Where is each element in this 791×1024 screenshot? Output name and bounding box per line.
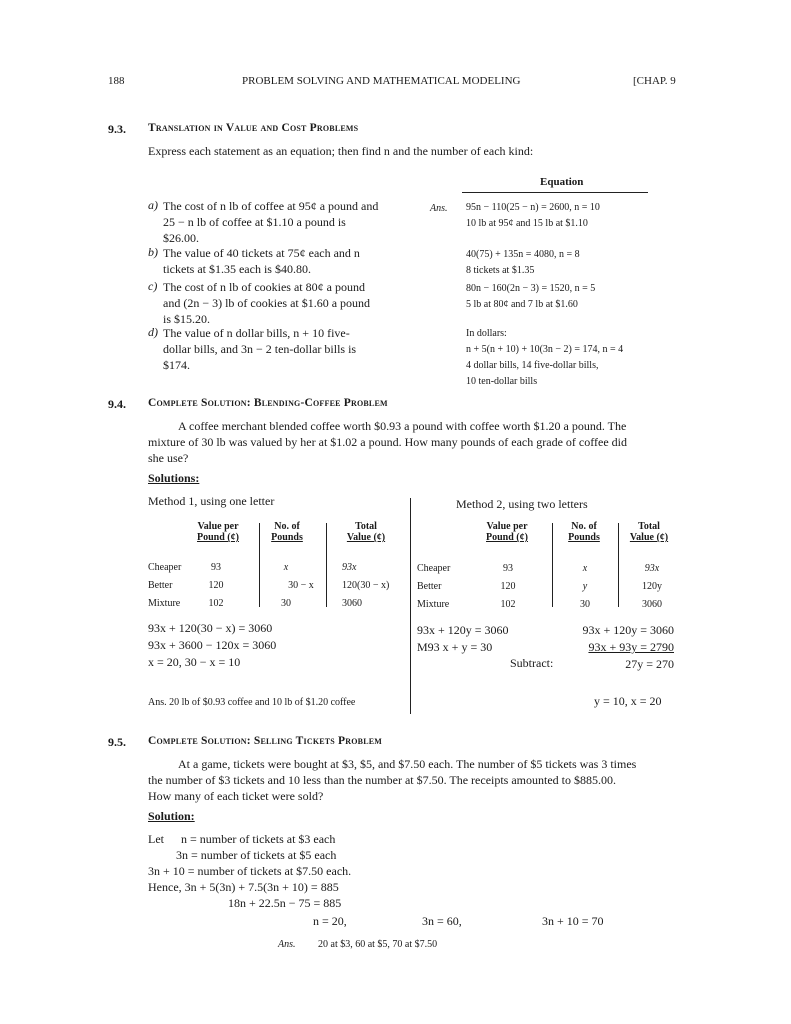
problem-text: A coffee merchant blended coffee worth $0.93 a pound with coffee worth $1.20 a pound. The mixture of 30 lb was valued by her at $1.02 a pound. How many pounds of each grade of coffee did she use? xyxy=(148,419,627,465)
table-rule xyxy=(618,523,619,607)
solution-line: 18n + 22.5n − 75 = 885 xyxy=(228,896,342,910)
table-cell: Mixture xyxy=(417,599,450,610)
table-header: Total Value (¢) xyxy=(346,521,386,543)
item-answer: 95n − 110(25 − n) = 2600, n = 10 10 lb at 95¢ and 15 lb at $1.10 xyxy=(466,202,600,229)
table-header: No. of Pounds xyxy=(271,521,303,543)
table-rule xyxy=(326,523,327,607)
result-3n: 3n = 60, xyxy=(422,914,462,928)
table-cell: x xyxy=(283,562,289,573)
table-cell: 120y xyxy=(642,581,662,592)
header-rule xyxy=(462,192,648,193)
table-cell: Cheaper xyxy=(417,563,451,574)
table-cell: 93 xyxy=(211,562,221,573)
solution-label: Solution: xyxy=(148,809,195,823)
section-title: Complete Solution: Selling Tickets Problem xyxy=(148,735,383,747)
table-cell: 30 xyxy=(580,599,590,610)
answer-label: Ans. xyxy=(278,939,296,950)
method-1-answer: Ans. 20 lb of $0.93 coffee and 10 lb of $1.20 coffee xyxy=(148,697,356,708)
section-number: 9.5. xyxy=(108,735,126,749)
table-header: No. of Pounds xyxy=(568,521,600,543)
method-1-title: Method 1, using one letter xyxy=(148,494,275,508)
table-cell: 30 − x xyxy=(288,580,314,591)
table-header: Value per Pound (¢) xyxy=(197,521,239,543)
section-number: 9.4. xyxy=(108,397,126,411)
item-label: d) xyxy=(148,325,158,339)
method-2-work-left: 93x + 120y = 3060 M93 x + y = 30 xyxy=(417,623,509,654)
table-cell: 120 xyxy=(500,581,516,592)
table-cell: 102 xyxy=(208,598,224,609)
item-label: a) xyxy=(148,198,158,212)
table-cell: 3060 xyxy=(642,599,662,610)
item-text: The cost of n lb of cookies at 80¢ a pound and (2n − 3) lb of cookies at $1.60 a pound is $15.20. xyxy=(163,280,371,326)
table-header: Value per Pound (¢) xyxy=(486,521,528,543)
section-title: Translation in Value and Cost Problems xyxy=(148,122,359,134)
solution-line: Hence, 3n + 5(3n) + 7.5(3n + 10) = 885 xyxy=(148,880,339,894)
solution-line: n = number of tickets at $3 each xyxy=(181,832,336,846)
table-cell: 3060 xyxy=(342,598,362,609)
method-2-result: y = 10, x = 20 xyxy=(594,694,662,708)
table-cell: 30 xyxy=(281,598,291,609)
item-text: The cost of n lb of coffee at 95¢ a pound and 25 − n lb of coffee at $1.10 a pound is $26.00. xyxy=(163,199,379,245)
table-cell: 120(30 − x) xyxy=(342,580,390,591)
item-label: b) xyxy=(148,245,158,259)
answer-text: 20 at $3, 60 at $5, 70 at $7.50 xyxy=(318,939,438,950)
solutions-label: Solutions: xyxy=(148,471,200,485)
solution-line: 3n = number of tickets at $5 each xyxy=(176,848,337,862)
table-rule xyxy=(552,523,553,607)
page-number: 188 xyxy=(108,75,125,87)
item-text: The value of n dollar bills, n + 10 five- dollar bills, and 3n − 2 ten-dollar bills is $174. xyxy=(163,326,357,372)
result-3n-plus-10: 3n + 10 = 70 xyxy=(542,914,604,928)
method-divider xyxy=(410,498,411,714)
method-2-title: Method 2, using two letters xyxy=(456,497,588,511)
table-header: Total Value (¢) xyxy=(629,521,669,543)
table-cell: 120 xyxy=(208,580,224,591)
solution-line: 3n + 10 = number of tickets at $7.50 each. xyxy=(148,864,352,878)
table-cell: 93x xyxy=(342,562,357,573)
table-cell: 93 xyxy=(503,563,513,574)
item-label: c) xyxy=(148,279,158,293)
let-label: Let xyxy=(148,832,164,846)
table-cell: 93x xyxy=(644,563,660,574)
running-title: PROBLEM SOLVING AND MATHEMATICAL MODELING xyxy=(242,75,521,87)
item-answer: 80n − 160(2n − 3) = 1520, n = 5 5 lb at 80¢ and 7 lb at $1.60 xyxy=(466,283,596,310)
subtract-label: Subtract: xyxy=(510,656,554,670)
table-cell: Cheaper xyxy=(148,562,182,573)
answer-label: Ans. xyxy=(430,203,448,214)
item-text: The value of 40 tickets at 75¢ each and n tickets at $1.35 each is $40.80. xyxy=(163,246,360,276)
chapter-label: [CHAP. 9 xyxy=(633,75,676,87)
method-1-work: 93x + 120(30 − x) = 3060 93x + 3600 − 120x = 3060 x = 20, 30 − x = 10 xyxy=(148,621,277,669)
item-answer: In dollars: n + 5(n + 10) + 10(3n − 2) = 174, n = 4 4 dollar bills, 14 five-dollar bills, 10 ten-dollar bills xyxy=(466,328,624,387)
table-cell: Mixture xyxy=(148,598,181,609)
table-rule xyxy=(259,523,260,607)
table-cell: x xyxy=(582,563,588,574)
method-2-work-right: 93x + 120y = 3060 93x + 93y = 2790 27y = 270 xyxy=(582,623,674,671)
table-cell: 102 xyxy=(500,599,516,610)
problem-text: At a game, tickets were bought at $3, $5, and $7.50 each. The number of $5 tickets was 3 times the number of $3 tickets and 10 less than the number at $7.50. The receipts amounted to $885.00. How many of each ticket were sold? xyxy=(148,757,637,803)
section-intro: Express each statement as an equation; then find n and the number of each kind: xyxy=(148,144,534,158)
equation-column-header: Equation xyxy=(540,176,584,188)
table-cell: Better xyxy=(417,581,442,592)
item-answer: 40(75) + 135n = 4080, n = 8 8 tickets at $1.35 xyxy=(466,249,580,276)
table-cell: Better xyxy=(148,580,173,591)
section-number: 9.3. xyxy=(108,122,126,136)
result-n: n = 20, xyxy=(313,914,347,928)
table-cell: y xyxy=(582,581,588,592)
section-title: Complete Solution: Blending-Coffee Problem xyxy=(148,397,388,409)
